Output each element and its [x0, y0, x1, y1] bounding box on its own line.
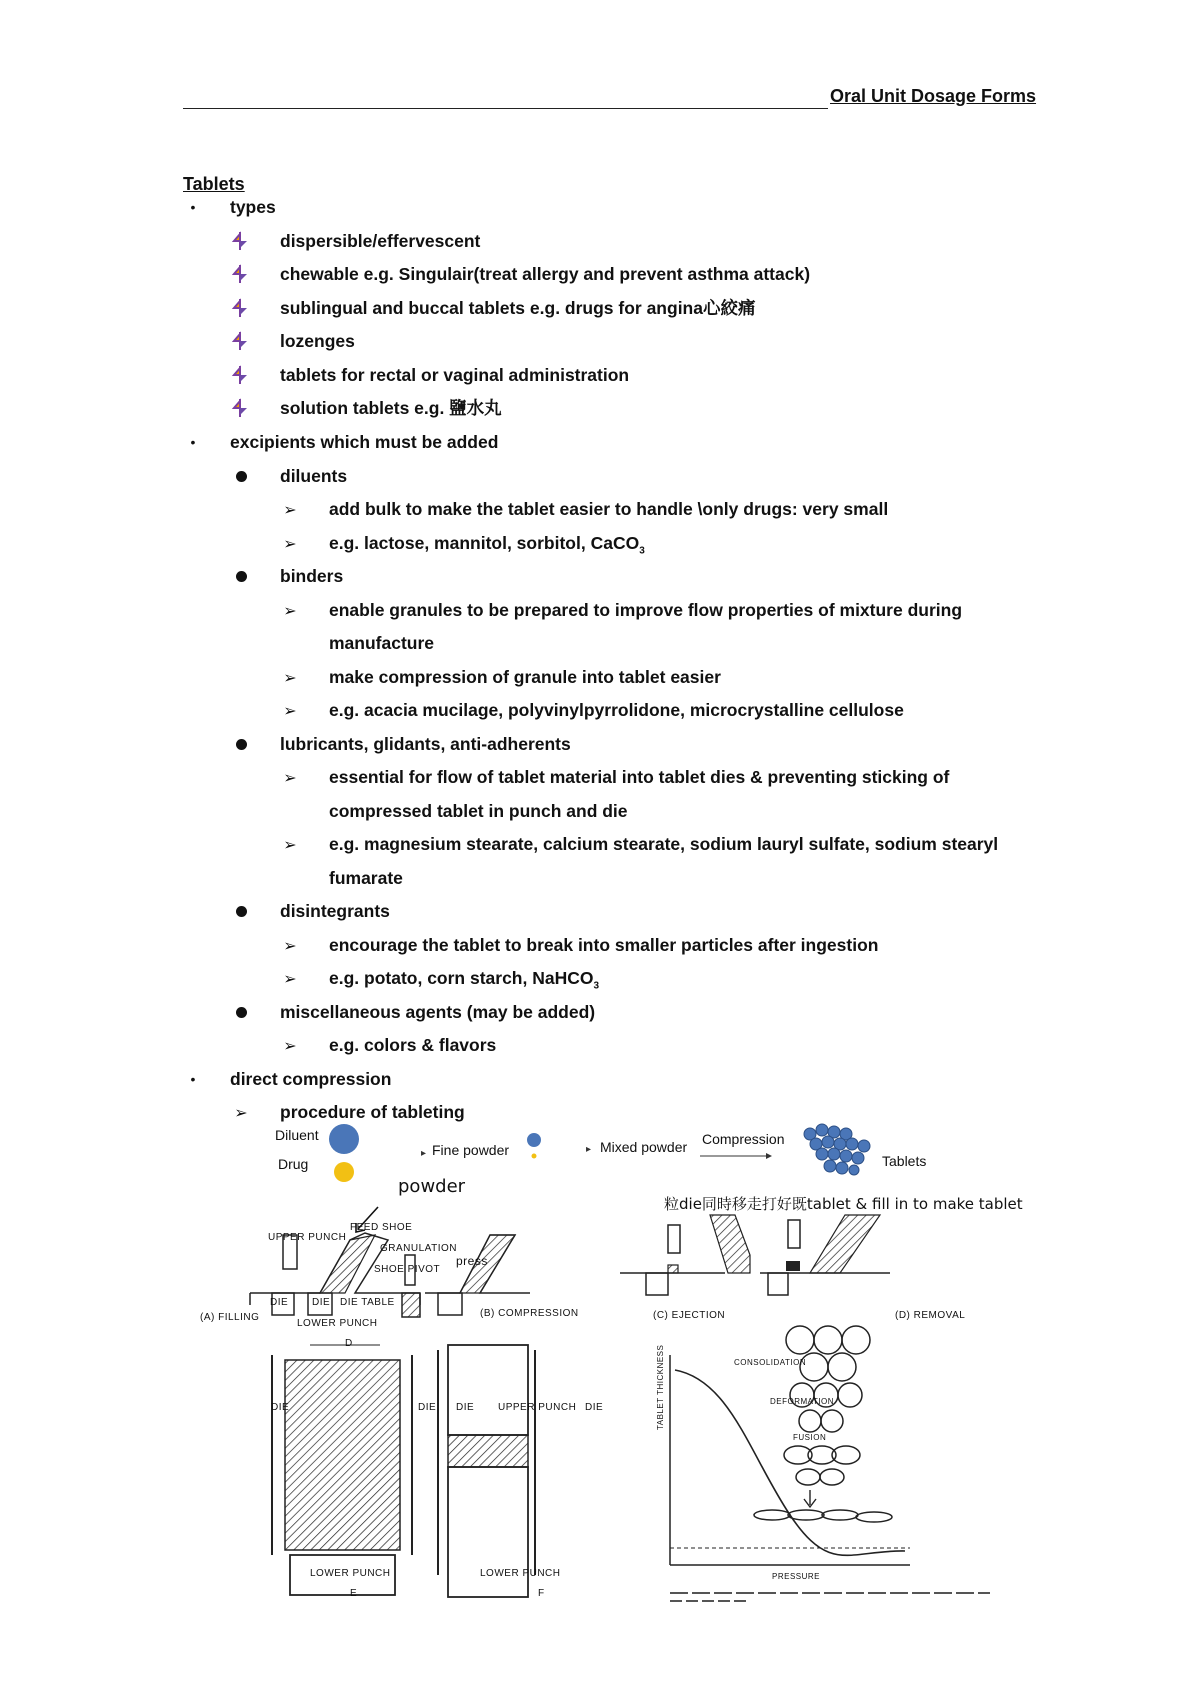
top-right-note: 粒die同時移走打好既tablet & fill in to make tablet	[664, 1195, 1023, 1213]
fine-powder-label: Fine powder	[432, 1142, 510, 1158]
list-item: e.g. acacia mucilage, polyvinylpyrrolidone, microcrystalline cellulose	[329, 700, 904, 720]
lubricants-heading: lubricants, glidants, anti-adherents	[280, 734, 571, 754]
flag-bullet-icon	[231, 364, 251, 386]
dimension-d-label: D	[345, 1338, 353, 1349]
lower-punch2-label: LOWER PUNCH	[310, 1568, 391, 1579]
caption-f: F	[538, 1588, 545, 1599]
die-label: DIE	[270, 1297, 289, 1308]
arrow-bullet-icon	[280, 532, 300, 554]
header-rule	[183, 108, 828, 109]
caption-c: (C) EJECTION	[653, 1310, 726, 1321]
flag-bullet-icon	[231, 230, 251, 252]
flag-bullet-icon	[231, 397, 251, 419]
arrow-bullet-icon	[231, 1101, 251, 1123]
round-bullet-icon	[231, 733, 251, 755]
bullet-icon	[183, 196, 203, 218]
diluent-label: Diluent	[275, 1127, 319, 1143]
round-bullet-icon	[231, 465, 251, 487]
diluent-particle-icon	[329, 1124, 359, 1154]
misc-heading: miscellaneous agents (may be added)	[280, 1002, 596, 1022]
granulation-label: GRANULATION	[380, 1243, 457, 1254]
list-item: e.g. lactose, mannitol, sorbitol, CaCO$_3$	[329, 533, 645, 557]
list-item: add bulk to make the tablet easier to handle \only drugs: very small	[329, 499, 889, 519]
list-item: encourage the tablet to break into smaller particles after ingestion	[329, 935, 879, 955]
list-item: essential for flow of tablet material into tablet dies & preventing sticking of	[329, 767, 950, 787]
list-item: make compression of granule into tablet easier	[329, 667, 721, 687]
die-label: DIE	[585, 1402, 604, 1413]
binders-heading: binders	[280, 566, 344, 586]
caption-e: E	[350, 1588, 358, 1599]
consolidation-label: CONSOLIDATION	[734, 1358, 807, 1367]
bullet-icon	[183, 431, 203, 453]
arrow-bullet-icon	[280, 498, 300, 520]
caption-b: (B) COMPRESSION	[480, 1308, 579, 1319]
procedure-heading: procedure of tableting	[280, 1102, 465, 1122]
arrow-bullet-icon	[280, 934, 300, 956]
flag-bullet-icon	[231, 297, 251, 319]
round-bullet-icon	[231, 565, 251, 587]
compression-label: Compression	[702, 1131, 785, 1147]
excipients-heading: excipients which must be added	[230, 432, 499, 452]
mixed-powder-label: Mixed powder	[600, 1139, 688, 1155]
tablets-cluster-icon	[800, 1120, 880, 1180]
flag-bullet-icon	[231, 263, 251, 285]
list-item: solution tablets e.g. 鹽水丸	[280, 398, 502, 418]
die-table-label: DIE TABLE	[340, 1297, 395, 1308]
bullet-icon	[183, 1068, 203, 1090]
die-label: DIE	[312, 1297, 331, 1308]
list-item: chewable e.g. Singulair(treat allergy and prevent asthma attack)	[280, 264, 811, 284]
caption-d: (D) REMOVAL	[895, 1310, 966, 1321]
die-label: DIE	[271, 1402, 290, 1413]
press-note: press	[456, 1254, 488, 1268]
arrow-bullet-icon	[280, 1034, 300, 1056]
lower-punch-label: LOWER PUNCH	[297, 1318, 378, 1329]
svg-text:▸: ▸	[421, 1148, 427, 1159]
upper-punch2-label: UPPER PUNCH	[498, 1402, 577, 1413]
caption-a: (A) FILLING	[200, 1312, 260, 1323]
list-item: e.g. colors & flavors	[329, 1035, 497, 1055]
diluents-heading: diluents	[280, 466, 348, 486]
types-heading: types	[230, 197, 276, 217]
header-title: Oral Unit Dosage Forms	[830, 86, 1037, 106]
arrow-bullet-icon	[280, 766, 300, 788]
feed-shoe-label: FEED SHOE	[350, 1222, 413, 1233]
list-item: e.g. potato, corn starch, NaHCO$_3$	[329, 968, 600, 992]
drug-label: Drug	[278, 1156, 309, 1172]
pressure-label: PRESSURE	[772, 1572, 821, 1581]
list-item: dispersible/effervescent	[280, 231, 481, 251]
disintegrants-heading: disintegrants	[280, 901, 390, 921]
arrow-bullet-icon	[280, 599, 300, 621]
svg-text:▸: ▸	[586, 1144, 592, 1155]
list-item: enable granules to be prepared to improve flow properties of mixture during	[329, 600, 963, 620]
round-bullet-icon	[231, 900, 251, 922]
die-label: DIE	[418, 1402, 437, 1413]
list-item: tablets for rectal or vaginal administration	[280, 365, 630, 385]
flag-bullet-icon	[231, 330, 251, 352]
arrow-bullet-icon	[280, 833, 300, 855]
fine-drug-icon	[532, 1154, 537, 1159]
arrow-bullet-icon	[280, 967, 300, 989]
thickness-label: TABLET THICKNESS	[656, 1344, 665, 1430]
list-item: sublingual and buccal tablets e.g. drugs for angina心絞痛	[280, 298, 756, 318]
tablets-label: Tablets	[882, 1153, 927, 1169]
list-item: lozenges	[280, 331, 355, 351]
fusion-label: FUSION	[793, 1433, 827, 1442]
list-item-continued: compressed tablet in punch and die	[329, 801, 628, 821]
list-item-continued: manufacture	[329, 633, 435, 653]
list-item-continued: fumarate	[329, 868, 403, 888]
tablet-press-diagram	[190, 1195, 1010, 1665]
direct-compression-heading: direct compression	[230, 1069, 392, 1089]
lower-punch3-label: LOWER PUNCH	[480, 1568, 561, 1579]
arrow-bullet-icon	[280, 699, 300, 721]
deformation-label: DEFORMATION	[770, 1397, 835, 1406]
arrow-bullet-icon	[280, 666, 300, 688]
die-label: DIE	[456, 1402, 475, 1413]
fine-diluent-icon	[527, 1133, 541, 1147]
upper-punch-label: UPPER PUNCH	[268, 1232, 347, 1243]
list-item: e.g. magnesium stearate, calcium stearate, sodium lauryl sulfate, sodium stearyl	[329, 834, 999, 854]
powder-note: powder	[398, 1176, 466, 1197]
round-bullet-icon	[231, 1001, 251, 1023]
section-title: Tablets	[183, 174, 245, 194]
shoe-pivot-label: SHOE PIVOT	[374, 1264, 441, 1275]
drug-particle-icon	[334, 1162, 354, 1182]
